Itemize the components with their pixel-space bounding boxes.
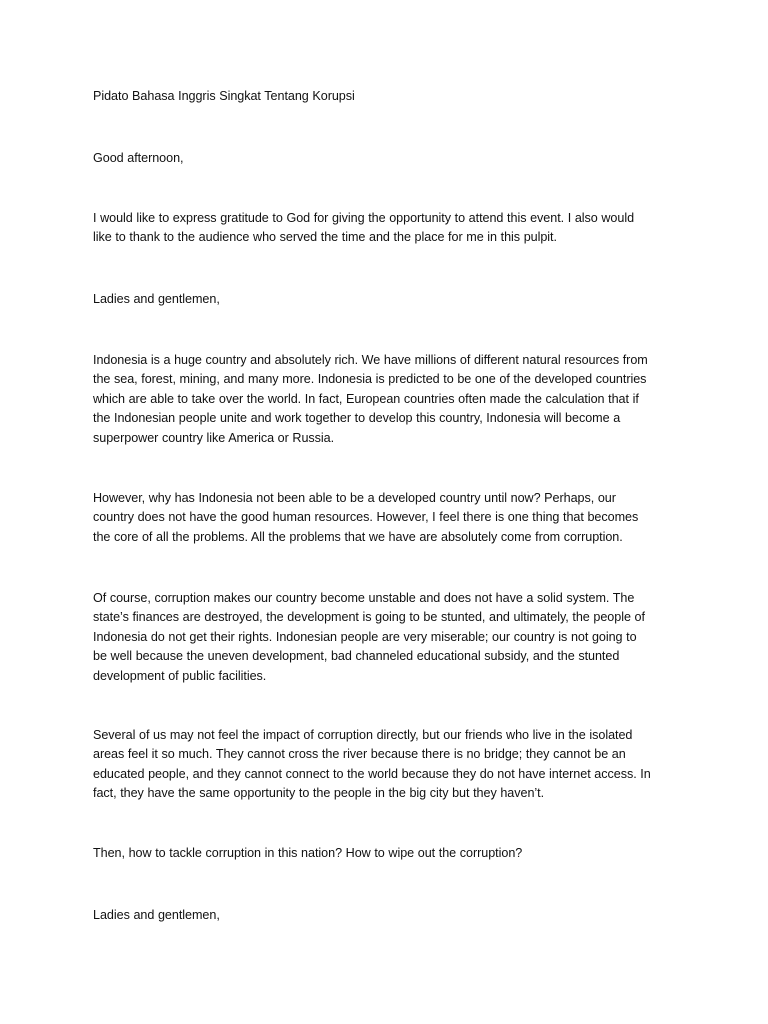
title-line: Pidato Bahasa Inggris Singkat Tentang Korupsi xyxy=(93,89,355,103)
paragraph-line: Indonesia is a huge country and absolutely rich. We have millions of different natural resources from xyxy=(93,353,648,367)
paragraph-line: development of public facilities. xyxy=(93,668,267,683)
paragraph-line: the sea, forest, mining, and many more. Indonesia is predicted to be one of the developed countries xyxy=(93,372,647,387)
paragraph-line: like to thank to the audience who served the time and the place for me in this pulpit. xyxy=(93,230,557,245)
greeting xyxy=(93,149,693,168)
paragraph-line: superpower country like America or Russia. xyxy=(93,430,335,445)
paragraph-line: Then, how to tackle corruption in this nation? How to wipe out the corruption? xyxy=(93,846,523,860)
paragraph-line: Several of us may not feel the impact of corruption directly, but our friends who live in the isolated xyxy=(93,728,633,742)
salutation-first xyxy=(93,290,693,309)
paragraph-line: which are able to take over the world. In fact, European countries often made the calculation that if xyxy=(93,391,639,406)
paragraph-isolated-areas xyxy=(93,726,693,804)
document-title xyxy=(93,87,693,106)
paragraph-corruption-effects xyxy=(93,589,693,686)
paragraph-line: However, why has Indonesia not been able to be a developed country until now? Perhaps, our xyxy=(93,491,616,505)
paragraph-indonesia-rich xyxy=(93,351,693,448)
paragraph-line: the core of all the problems. All the problems that we have are absolutely come from corruption. xyxy=(93,529,623,544)
salutation-second xyxy=(93,906,693,925)
paragraph-line: fact, they have the same opportunity to the people in the big city but they haven’t. xyxy=(93,786,545,801)
paragraph-line: educated people, and they cannot connect to the world because they do not have internet access. In xyxy=(93,766,651,781)
paragraph-line: country does not have the good human resources. However, I feel there is one thing that becomes xyxy=(93,510,639,525)
paragraph-why-not-developed xyxy=(93,489,693,547)
paragraph-how-to-tackle xyxy=(93,844,693,863)
paragraph-line: the Indonesian people unite and work together to develop this country, Indonesia will become a xyxy=(93,411,621,426)
paragraph-line: I would like to express gratitude to God for giving the opportunity to attend this event. I also would xyxy=(93,211,635,225)
paragraph-line: areas feel it so much. They cannot cross the river because there is no bridge; they cannot be an xyxy=(93,747,626,762)
paragraph-line: Indonesia do not get their rights. Indonesian people are very miserable; our country is not going to xyxy=(93,629,637,644)
salutation-line: Ladies and gentlemen, xyxy=(93,908,220,922)
greeting-line: Good afternoon, xyxy=(93,151,184,165)
paragraph-line: state’s finances are destroyed, the development is going to be stunted, and ultimately, the people of xyxy=(93,610,645,625)
salutation-line: Ladies and gentlemen, xyxy=(93,292,220,306)
paragraph-gratitude xyxy=(93,209,693,248)
paragraph-line: Of course, corruption makes our country become unstable and does not have a solid system. The xyxy=(93,591,635,605)
paragraph-line: be well because the uneven development, bad channeled educational subsidy, and the stunted xyxy=(93,649,620,664)
